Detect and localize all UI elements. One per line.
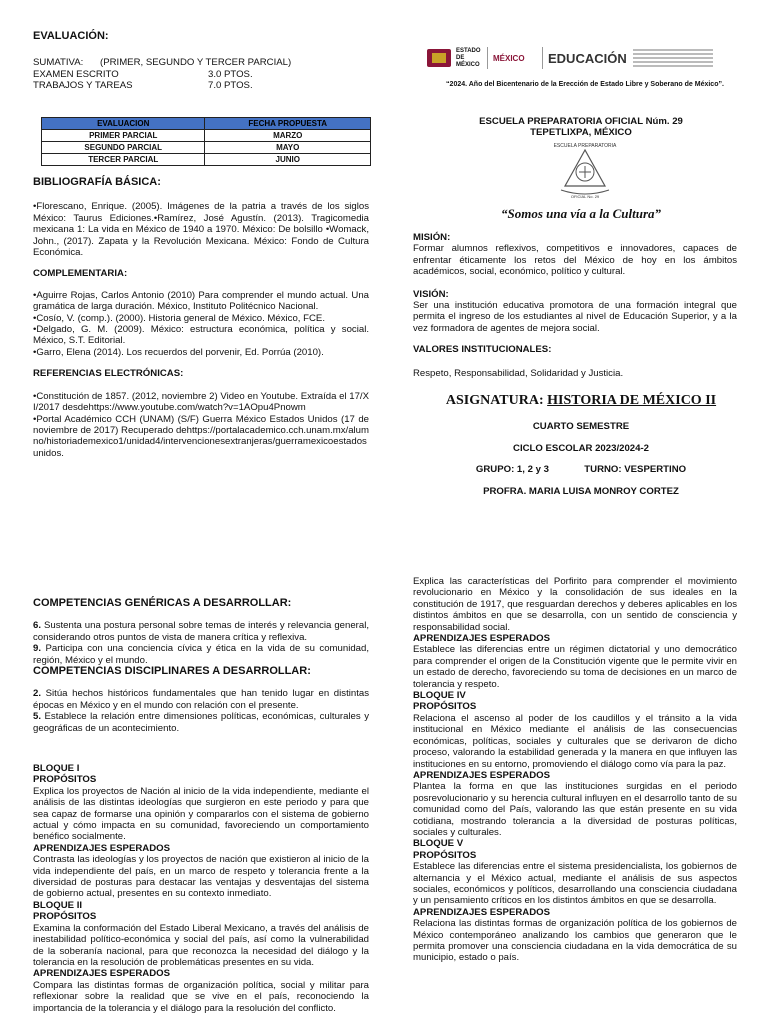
asignatura-name: HISTORIA DE MÉXICO II — [547, 393, 717, 408]
references-title: REFERENCIAS ELECTRÓNICAS: — [33, 368, 184, 380]
table-row — [42, 142, 371, 154]
table-row — [42, 130, 371, 142]
logo-bar — [425, 44, 750, 72]
aprendizajes-title: APRENDIZAJES ESPERADOS — [413, 906, 551, 918]
aprendizajes-text: Compara las distintas formas de organización política, social y militar para reflexionar sobre la realidad que se vive en el país, reconociendo la importancia de la tolerancia y el diálogo para la resolución del conflicto. — [33, 979, 369, 1014]
school-seal-icon — [553, 140, 617, 200]
table-header: EVALUACION — [42, 118, 205, 130]
bloque-title: BLOQUE V — [413, 838, 464, 850]
examen-line — [33, 69, 369, 80]
table-cell: TERCER PARCIAL — [42, 154, 205, 166]
competencia-item: 9. Participa con una conciencia cívica y ética en la vida de su comunidad, región, México y el mundo. — [33, 643, 369, 666]
bloques-left — [33, 763, 369, 1014]
vision-title: VISIÓN: — [413, 288, 449, 300]
aprendizajes-text: Relaciona las distintas formas de organización política de los gobiernos de México contemporáneo analizando los cambios que generaron que le permita promover una consciencia ciudadana en la vida democrática de su municipio, estado o país. — [413, 918, 737, 964]
sumativa-value: (PRIMER, SEGUNDO Y TERCER PARCIAL) — [100, 57, 292, 69]
state-seal-icon — [425, 45, 453, 71]
propositos-text: Establece las diferencias entre el sistema presidencialista, los gobiernos de alternancia y el México actual, mediante el análisis de sus aspectos sociales, económicos y políticos, desarrollando una consciencia ciudadana y un pensamiento críticos en los distintos ámbitos en que se desarrolla. — [413, 861, 737, 907]
mision-title: MISIÓN: — [413, 232, 451, 243]
table-header: FECHA PROPUESTA — [205, 118, 371, 130]
school-name: ESCUELA PREPARATORIA OFICIAL Núm. 29 — [479, 116, 683, 127]
evaluation-table — [41, 117, 371, 166]
logo-divider — [487, 47, 488, 69]
school-location: TEPETLIXPA, MÉXICO — [530, 127, 632, 139]
complementaria-item: •Cosío, V. (comp.). (2000). Historia general de México. México, FCE. — [33, 312, 325, 324]
propositos-text: Explica las características del Porfirito para comprender el movimiento revolucionario en México y la consolidación de sus ideales en la constitución de 1917, que resguardan derechos y deberes aplicables en los distintos ámbitos en que se desarrolla, con un sentido de consciencia y responsabilidad social. — [413, 576, 737, 633]
trabajos-label: TRABAJOS Y TAREAS — [33, 80, 133, 92]
complementaria-item: •Garro, Elena (2014). Los recuerdos del porvenir, Ed. Porrúa (2010). — [33, 346, 324, 358]
bloque-title: BLOQUE IV — [413, 690, 466, 702]
bibliography-basica: •Florescano, Enrique. (2005). Imágenes de la patria a través de los siglos México: Taurus Ediciones.•Ramírez, José Agustín. (2013). Tragicomedia mexicana 1: La vida en México de 1940 a 1970. México: De bolsillo •Womack, John., (2017). Zapata y la Revolución Mexicana. México: Fondo de Cultura Económica. — [33, 201, 369, 259]
propositos-title: PROPÓSITOS — [33, 774, 97, 786]
seal-bottom-text: OFICIAL No. 29 — [570, 194, 600, 199]
mission-vision-section — [413, 232, 737, 379]
table-cell: MAYO — [205, 142, 371, 154]
logo-fine-print — [633, 49, 713, 67]
mision-text: Formar alumnos reflexivos, competitivos e innovadores, capaces de enfrentar éticamente los retos del México de hoy en los ámbitos académicos, social, económico, político y cultural. — [413, 243, 737, 278]
vision-text: Ser una institución educativa promotora de una formación integral que permita el ingreso de los estudiantes al nivel de Educación Superior, y a la vez formadora de agentes de mejora social. — [413, 300, 737, 334]
logo-educacion: EDUCACIÓN — [548, 50, 627, 66]
bibliography-title: BIBLIOGRAFÍA BÁSICA: — [33, 176, 161, 188]
logo-estado: ESTADO DE MÉXICO — [456, 47, 481, 68]
propositos-title: PROPÓSITOS — [33, 911, 97, 923]
logo-mexico: MÉXICO — [493, 53, 525, 63]
complementaria-item: •Aguirre Rojas, Carlos Antonio (2010) Para comprender el mundo actual. Una gramática de larga duración. México, Instituto Politécnico Nacional. — [33, 289, 369, 313]
propositos-text: Examina la conformación del Estado Liberal Mexicano, a través del análisis de inestabilidad político-económica y social del país, así como la vulnerabilidad de la soberanía nacional, para que reconozca la necesidad del diálogo y la tolerancia en la resolución de problemáticas presentes en su vida. — [33, 922, 369, 968]
propositos-text: Explica los proyectos de Nación al inicio de la vida independiente, mediante el análisis de las distintas ideologías que surgieron en este periodo y para que sea capaz de formarse una opinión y compararlos con el sistema de gobierno actual y cómo impacta en su comunidad, favoreciendo un comportamiento benéfico socialmente. — [33, 785, 369, 843]
competencia-item: 2. Sitúa hechos históricos fundamentales que han tenido lugar en distintas épocas en México y en el mundo con relación con el presente. — [33, 688, 369, 711]
motto: “Somos una vía a la Cultura” — [500, 206, 662, 221]
aprendizajes-text: Establece las diferencias entre un régimen dictatorial y uno democrático para comprender el origen de la Constitución vigente que le permite vivir en un estado de derecho, favoreciendo su toma de decisiones en un marco de tolerancia y respeto. — [413, 644, 737, 690]
asignatura-heading — [413, 393, 749, 409]
seal-top-text: ESCUELA PREPARATORIA — [553, 143, 617, 149]
semestre: CUARTO SEMESTRE — [532, 421, 630, 432]
school-block — [413, 116, 749, 139]
sumativa-label: SUMATIVA: — [33, 57, 84, 69]
bibliography-section — [33, 177, 369, 459]
table-cell: JUNIO — [205, 154, 371, 166]
valores-title: VALORES INSTITUCIONALES: — [413, 344, 552, 356]
reference-item: •Portal Académico CCH (UNAM) (S/F) Guerra México Estados Unidos (17 de noviembre de 2017) Recuperado dehttps://portalacademico.cch.unam.mx/alumno/historiademexico1/unidad4/intervencionesextranjeras/guerramexicoestadosunidos. — [33, 413, 369, 459]
table-header-row — [42, 118, 371, 130]
evaluation-section — [33, 31, 369, 92]
table-row — [42, 154, 371, 166]
ciclo-escolar: CICLO ESCOLAR 2023/2024-2 — [513, 443, 649, 454]
propositos-title: PROPÓSITOS — [413, 849, 477, 861]
bloques-right — [413, 576, 737, 964]
grupo: GRUPO: 1, 2 y 3 — [475, 464, 549, 475]
bloque-title: BLOQUE I — [33, 763, 80, 774]
table-cell: PRIMER PARCIAL — [42, 130, 205, 142]
aprendizajes-title: APRENDIZAJES ESPERADOS — [33, 842, 171, 854]
propositos-text: Relaciona el ascenso al poder de los caudillos y el tránsito a la vida institucional en México mediante el análisis de las consecuencias económicas, políticas, sociales y culturales que se derivaron de dicho proceso, valorando la estabilidad generada y la manera en que influyen las instituciones en su entorno, promoviendo el diálogo como vía para la paz. — [413, 712, 737, 770]
trabajos-line — [33, 80, 369, 91]
trabajos-value: 7.0 PTOS. — [208, 80, 253, 92]
table-cell: MARZO — [205, 130, 371, 142]
sumativa-line — [33, 57, 369, 68]
aprendizajes-text: Contrasta las ideologías y los proyectos de nación que existieron al inicio de la vida independiente del país, en un marco de respeto y tolerancia frente a la diversidad de posturas para destacar las ventajas y desventajas del sistema de gobierno actual, presentes en su contexto inmediato. — [33, 854, 369, 900]
competencias-genericas-title: COMPETENCIAS GENÉRICAS A DESARROLLAR: — [33, 597, 292, 609]
aprendizajes-title: APRENDIZAJES ESPERADOS — [413, 769, 551, 781]
asignatura-label: ASIGNATURA: — [445, 393, 548, 408]
reference-item: •Constitución de 1857. (2012, noviembre 2) Video en Youtube. Extraída el 17/XI/2017 desdehttps://www.youtube.com/watch?v=1AOpu4Pnowm — [33, 390, 369, 414]
year-text: “2024. Año del Bicentenario de la Erección de Estado Libre y Soberano de México”. — [446, 81, 724, 88]
table-cell: SEGUNDO PARCIAL — [42, 142, 205, 154]
examen-label: EXAMEN ESCRITO — [33, 68, 119, 80]
competencias-section — [33, 598, 369, 734]
examen-value: 3.0 PTOS. — [208, 68, 253, 80]
competencias-disciplinares-title: COMPETENCIAS DISCIPLINARES A DESARROLLAR: — [33, 665, 311, 678]
competencia-item: 6. Sustenta una postura personal sobre temas de interés y relevancia general, considerando otros puntos de vista de manera crítica y reflexiva. — [33, 620, 369, 643]
bloque-title: BLOQUE II — [33, 899, 83, 911]
profesora: PROFRA. MARIA LUISA MONROY CORTEZ — [483, 486, 679, 497]
propositos-title: PROPÓSITOS — [413, 701, 477, 713]
logo-divider — [542, 47, 543, 69]
evaluation-title: EVALUACIÓN: — [33, 30, 109, 42]
aprendizajes-text: Plantea la forma en que las instituciones surgidas en el periodo posrevolucionario y su herencia cultural influyen en el desarrollo tanto de su comunidad como del País, valorando las que están presente en su vida cotidiana, mostrando tolerancia a la diversidad de posturas políticas, sociales y culturales. — [413, 781, 737, 838]
aprendizajes-title: APRENDIZAJES ESPERADOS — [413, 633, 551, 645]
aprendizajes-title: APRENDIZAJES ESPERADOS — [33, 968, 171, 980]
complementaria-title: COMPLEMENTARIA: — [33, 268, 128, 280]
competencia-item: 5. Establece la relación entre dimensiones políticas, económicas, culturales y geográficas de un acontecimiento. — [33, 711, 369, 734]
course-info — [413, 421, 749, 497]
turno: TURNO: VESPERTINO — [584, 464, 687, 475]
grupo-turno — [413, 464, 749, 475]
valores-text: Respeto, Responsabilidad, Solidaridad y Justicia. — [413, 367, 624, 379]
complementaria-item: •Delgado, G. M. (2009). México: estructura económica, política y social. México, S.T. Editorial. — [33, 324, 369, 347]
